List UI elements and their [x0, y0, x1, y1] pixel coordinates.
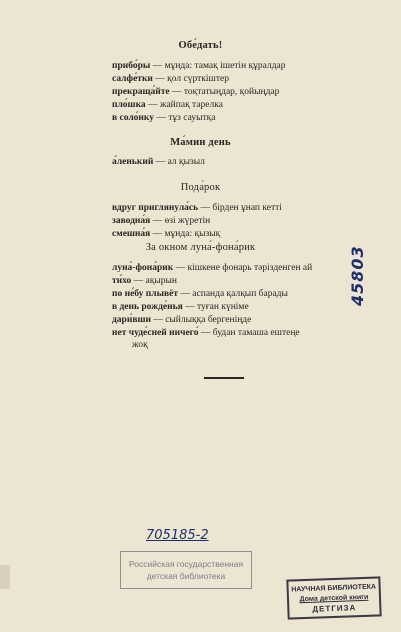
end-rule	[204, 377, 244, 379]
stamp-line: Дома детской книги	[299, 593, 369, 604]
scientific-library-stamp	[286, 576, 381, 619]
glossary-entry	[112, 73, 382, 85]
entry-gloss: — өзі жүретін	[150, 216, 211, 226]
entry-gloss: — кішкене фонарь тәрізденген ай	[173, 263, 313, 273]
entry-gloss: — бірден ұнап кетті	[198, 203, 282, 213]
entry-term: по не́бу плывёт	[112, 289, 179, 299]
entry-gloss: — мұнда: тамақ ішетін құралдар	[150, 61, 286, 71]
entry-gloss: — аспанда қалқып барады	[178, 289, 288, 299]
entry-term: ти́хо	[112, 276, 132, 286]
glossary-entry	[112, 60, 382, 72]
entry-term: луна́-фона́рик	[112, 263, 174, 273]
section-heading: Ма́мин день	[170, 137, 231, 148]
entry-gloss: — жайпақ тарелка	[145, 100, 223, 110]
glossary-entry	[112, 86, 382, 98]
handwritten-inventory-number: 705185-2	[146, 528, 209, 543]
entry-term: прекраща́йте	[112, 87, 170, 97]
entry-gloss: — мұнда: қызық	[150, 229, 221, 239]
glossary-entry	[112, 327, 382, 351]
entry-gloss: — тұз сауытқа	[154, 113, 216, 123]
entry-gloss: — ал қызыл	[153, 157, 205, 167]
entry-term: вдруг приглянула́сь	[112, 203, 199, 213]
stamp-line: детская библиотека	[146, 571, 226, 581]
entry-gloss: — тоқтатыңдар, қойыңдар	[169, 87, 280, 97]
entry-gloss: — сыйлыққа бергеніңде	[150, 315, 252, 325]
entry-term: заводна́я	[112, 216, 151, 226]
glossary-entry	[112, 275, 382, 287]
stamp-line: Российская государственная	[128, 559, 244, 569]
entry-term: салфе́тки	[112, 74, 153, 84]
section-heading: Пода́рок	[180, 182, 221, 193]
entry-term: пло́шка	[112, 100, 146, 110]
glossary-entry	[112, 314, 382, 326]
glossary-entry	[112, 262, 382, 274]
glossary-entry	[112, 156, 382, 168]
entry-gloss: — будан тамаша ештеңе	[198, 328, 300, 338]
glossary-entry	[112, 112, 382, 124]
glossary-entry	[112, 202, 382, 214]
entry-gloss-continuation: жоқ	[132, 340, 148, 350]
glossary-entry	[112, 301, 382, 313]
entry-term: в день рожде́нья	[112, 302, 183, 312]
entry-gloss: — туған күніме	[182, 302, 249, 312]
entry-term: в соло́нку	[112, 113, 154, 123]
entry-term: смешна́я	[112, 229, 151, 239]
entry-term: прибо́ры	[112, 61, 151, 71]
entry-gloss: — ақырын	[131, 276, 177, 286]
state-library-stamp	[120, 551, 252, 589]
glossary-entry	[112, 215, 382, 227]
entry-gloss: — қол сүрткіштер	[152, 74, 229, 84]
entry-term: дари́вши	[112, 315, 151, 325]
section-heading: Обе́дать!	[178, 40, 223, 51]
stamp-line: ДЕТГИЗА	[312, 603, 357, 614]
glossary-entry	[112, 288, 382, 300]
handwritten-side-number: 45803	[348, 245, 367, 306]
section-heading: За окном луна́-фона́рик	[145, 242, 256, 253]
glossary-entry	[112, 99, 382, 111]
entry-term: а́ленький	[112, 157, 154, 167]
entry-term: нет чуде́сней ничего́	[112, 328, 199, 338]
stamp-line: НАУЧНАЯ БИБЛИОТЕКА	[291, 583, 377, 594]
glossary-entry	[112, 228, 382, 240]
page-edge-mark	[0, 565, 10, 589]
